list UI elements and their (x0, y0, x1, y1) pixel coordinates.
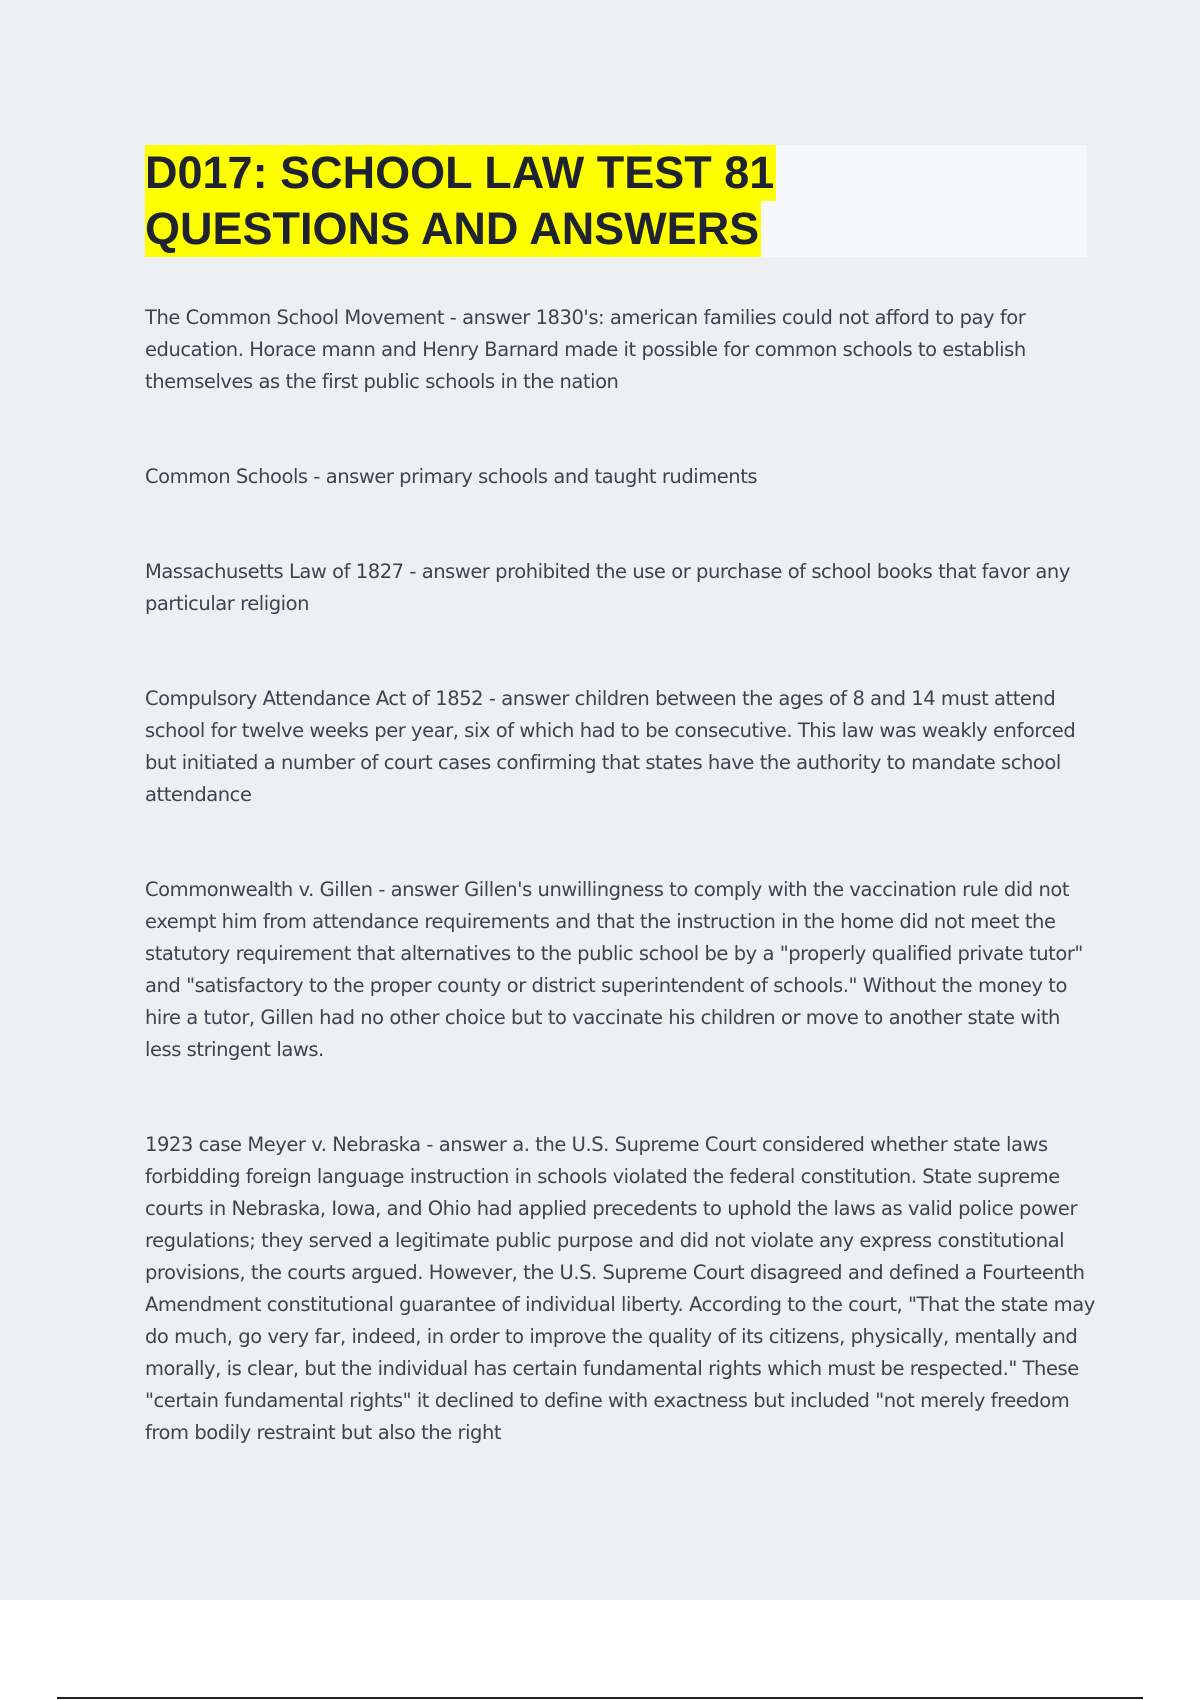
title-line-1: D017: SCHOOL LAW TEST 81 (145, 145, 776, 201)
qa-entry-common-school-movement: The Common School Movement - answer 1830's: american families could not afford to pay for education. Horace mann and Henry Barnard made it possible for common schools to establish themselves as the first public schools in the nation (145, 306, 1026, 393)
qa-entry-meyer-v-nebraska: 1923 case Meyer v. Nebraska - answer a. the U.S. Supreme Court considered whether state laws forbidding foreign language instruction in schools violated the federal constitution. State supreme courts in Nebraska, Iowa, and Ohio had applied precedents to uphold the laws as valid police power regulations; they served a legitimate public purpose and did not violate any express constitutional provisions, the courts argued. However, the U.S. Supreme Court disagreed and defined a Fourteenth Amendment constitutional guarantee of individual liberty. According to the court, "That the state may do much, go very far, indeed, in order to improve the quality of its citizens, physically, mentally and morally, is clear, but the individual has certain fundamental rights which must be respected." These "certain fundamental rights" it declined to define with exactness but included "not merely freedom from bodily restraint but also the right (145, 1133, 1095, 1444)
document-title (145, 145, 1087, 257)
title-block (145, 145, 1087, 257)
footer-divider (57, 1697, 1143, 1699)
qa-list (145, 302, 1095, 1512)
qa-entry-massachusetts-law: Massachusetts Law of 1827 - answer prohibited the use or purchase of school books that favor any particular religion (145, 560, 1070, 615)
title-line-2: QUESTIONS AND ANSWERS (145, 201, 761, 257)
qa-entry-compulsory-attendance: Compulsory Attendance Act of 1852 - answer children between the ages of 8 and 14 must attend school for twelve weeks per year, six of which had to be consecutive. This law was weakly enforced but initiated a number of court cases confirming that states have the authority to mandate school attendance (145, 687, 1076, 806)
qa-entry-commonwealth-v-gillen: Commonwealth v. Gillen - answer Gillen's unwillingness to comply with the vaccination rule did not exempt him from attendance requirements and that the instruction in the home did not meet the statutory requirement that alternatives to the public school be by a "properly qualified private tutor" and "satisfactory to the proper county or district superintendent of schools." Without the money to hire a tutor, Gillen had no other choice but to vaccinate his children or move to another state with less stringent laws. (145, 878, 1083, 1061)
qa-entry-common-schools: Common Schools - answer primary schools and taught rudiments (145, 465, 758, 488)
